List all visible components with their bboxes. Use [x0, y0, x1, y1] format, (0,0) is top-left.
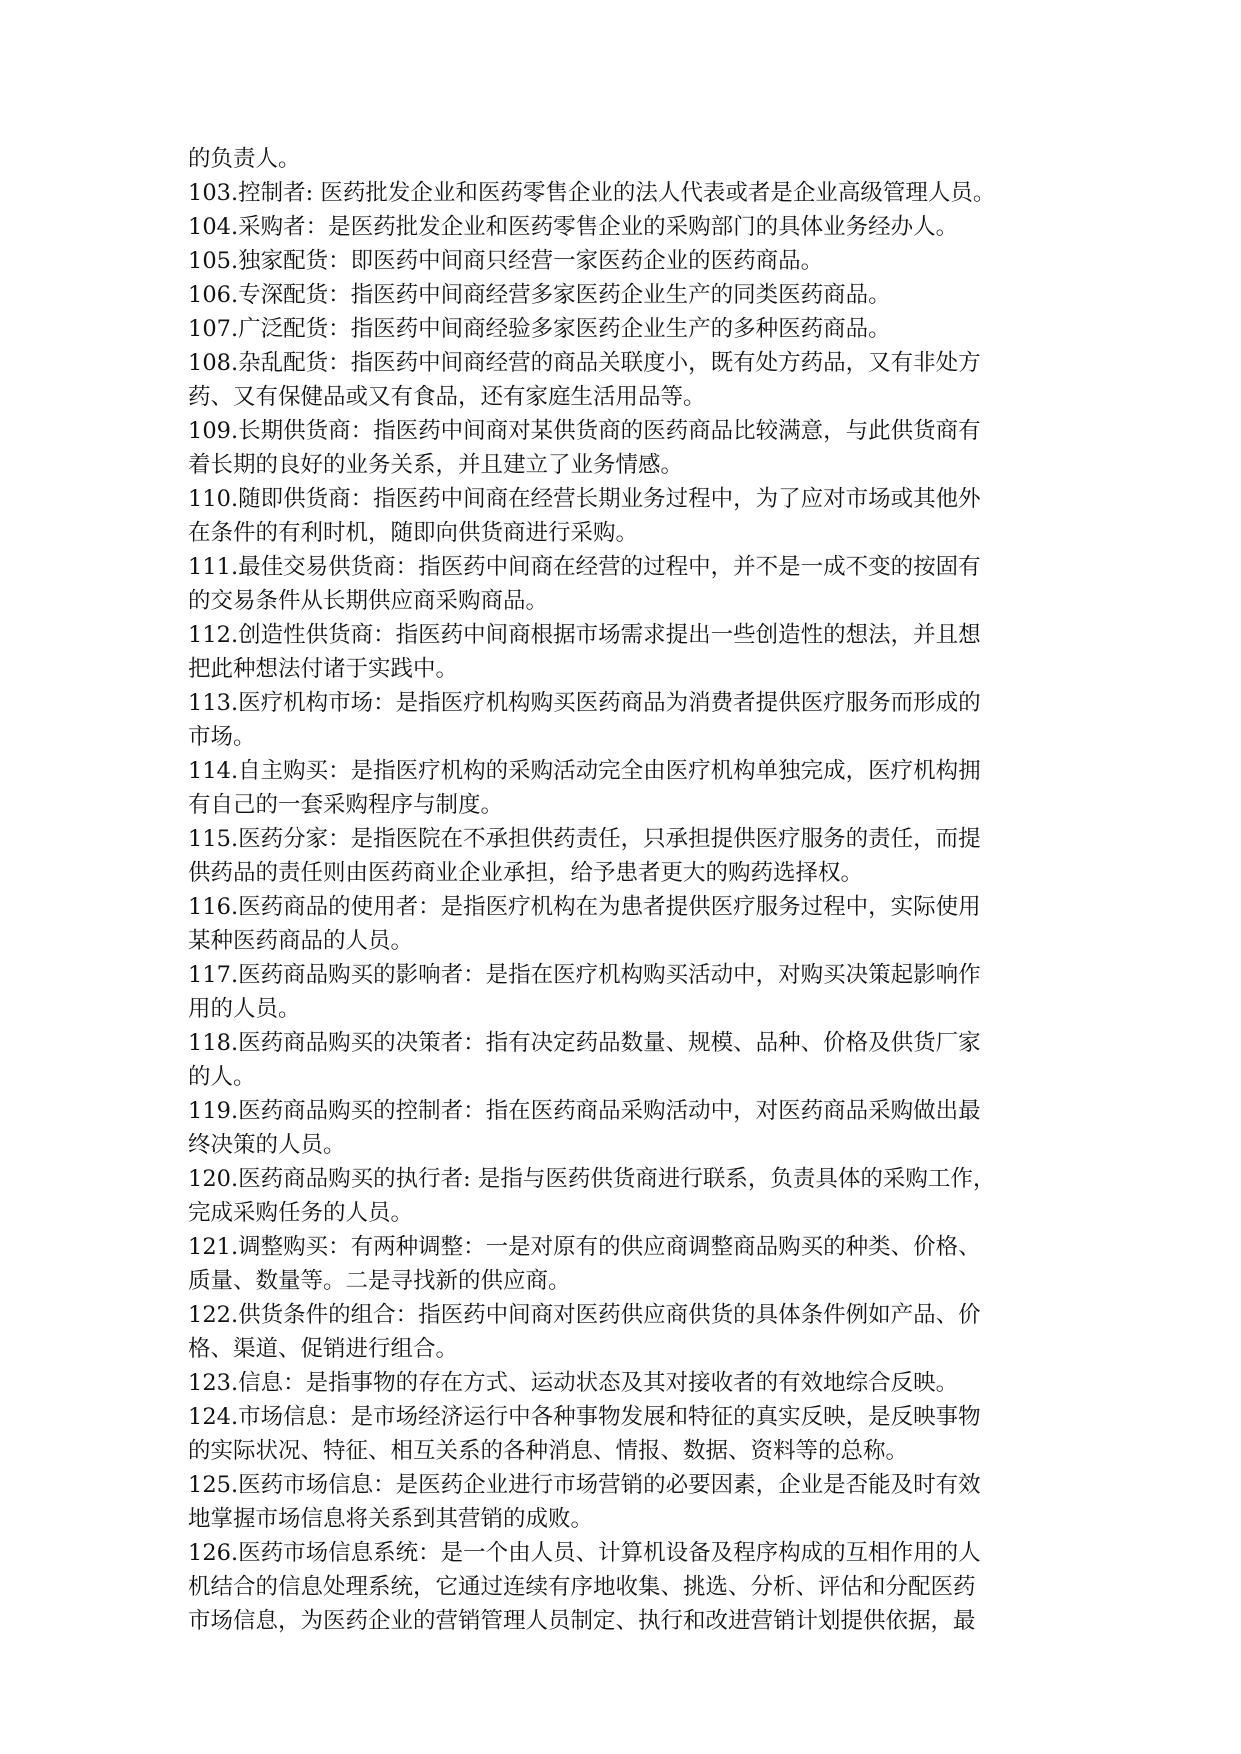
text-line: 113.医疗机构市场：是指医疗机构购买医药商品为消费者提供医疗服务而形成的 — [188, 690, 981, 716]
text-line: 完成采购任务的人员。 — [188, 1200, 414, 1226]
text-line: 108.杂乱配货：指医药中间商经营的商品关联度小，既有处方药品，又有非处方 — [188, 350, 981, 376]
text-line: 112.创造性供货商：指医药中间商根据市场需求提出一些创造性的想法，并且想 — [188, 622, 981, 648]
text-line: 着长期的良好的业务关系，并且建立了业务情感。 — [188, 452, 684, 478]
text-line: 126.医药市场信息系统：是一个由人员、计算机设备及程序构成的互相作用的人 — [188, 1540, 981, 1566]
text-line: 116.医药商品的使用者：是指医疗机构在为患者提供医疗服务过程中，实际使用 — [188, 894, 981, 920]
text-line: 114.自主购买：是指医疗机构的采购活动完全由医疗机构单独完成，医疗机构拥 — [188, 758, 981, 784]
text-line: 的交易条件从长期供应商采购商品。 — [188, 588, 549, 614]
text-line: 106.专深配货：指医药中间商经营多家医药企业生产的同类医药商品。 — [188, 282, 891, 308]
text-line: 119.医药商品购买的控制者：指在医药商品采购活动中，对医药商品采购做出最 — [188, 1098, 981, 1124]
text-line: 某种医药商品的人员。 — [188, 928, 414, 954]
text-line: 107.广泛配货：指医药中间商经验多家医药企业生产的多种医药商品。 — [188, 316, 891, 342]
text-line: 供药品的责任则由医药商业企业承担，给予患者更大的购药选择权。 — [188, 860, 864, 886]
text-line: 110.随即供货商：指医药中间商在经营长期业务过程中，为了应对市场或其他外 — [188, 486, 981, 512]
text-line: 124.市场信息：是市场经济运行中各种事物发展和特征的真实反映，是反映事物 — [188, 1404, 981, 1430]
text-line: 格、渠道、促销进行组合。 — [188, 1336, 459, 1362]
text-line: 123.信息：是指事物的存在方式、运动状态及其对接收者的有效地综合反映。 — [188, 1370, 959, 1396]
text-line: 115.医药分家：是指医院在不承担供药责任，只承担提供医疗服务的责任，而提 — [188, 826, 981, 852]
text-line: 117.医药商品购买的影响者：是指在医疗机构购买活动中，对购买决策起影响作 — [188, 962, 981, 988]
text-line: 地掌握市场信息将关系到其营销的成败。 — [188, 1506, 594, 1532]
text-line: 105.独家配货：即医药中间商只经营一家医药企业的医药商品。 — [188, 248, 824, 274]
text-line: 118.医药商品购买的决策者：指有决定药品数量、规模、品种、价格及供货厂家 — [188, 1030, 981, 1056]
text-line: 103.控制者: 医药批发企业和医药零售企业的法人代表或者是企业高级管理人员。 — [188, 180, 996, 206]
text-line: 121.调整购买：有两种调整：一是对原有的供应商调整商品购买的种类、价格、 — [188, 1234, 981, 1260]
text-line: 把此种想法付诸于实践中。 — [188, 656, 459, 682]
text-line: 125.医药市场信息：是医药企业进行市场营销的必要因素，企业是否能及时有效 — [188, 1472, 981, 1498]
text-line: 用的人员。 — [188, 996, 301, 1022]
text-line: 质量、数量等。二是寻找新的供应商。 — [188, 1268, 571, 1294]
text-line: 机结合的信息处理系统，它通过连续有序地收集、挑选、分析、评估和分配医药 — [188, 1574, 976, 1600]
text-line: 药、又有保健品或又有食品，还有家庭生活用品等。 — [188, 384, 706, 410]
text-line: 111.最佳交易供货商：指医药中间商在经营的过程中，并不是一成不变的按固有 — [188, 554, 981, 580]
text-line: 在条件的有利时机，随即向供货商进行采购。 — [188, 520, 639, 546]
text-line: 有自己的一套采购程序与制度。 — [188, 792, 504, 818]
text-line: 的负责人。 — [188, 146, 301, 172]
text-line: 104.采购者：是医药批发企业和医药零售企业的采购部门的具体业务经办人。 — [188, 214, 959, 240]
text-line: 109.长期供货商：指医药中间商对某供货商的医药商品比较满意，与此供货商有 — [188, 418, 981, 444]
text-line: 市场。 — [188, 724, 256, 750]
document-page — [188, 142, 1050, 1638]
text-line: 市场信息，为医药企业的营销管理人员制定、执行和改进营销计划提供依据，最 — [188, 1608, 976, 1634]
text-line: 的实际状况、特征、相互关系的各种消息、情报、数据、资料等的总称。 — [188, 1438, 909, 1464]
text-line: 的人。 — [188, 1064, 256, 1090]
text-line: 终决策的人员。 — [188, 1132, 346, 1158]
text-line: 120.医药商品购买的执行者: 是指与医药供货商进行联系，负责具体的采购工作， — [188, 1166, 996, 1192]
text-line: 122.供货条件的组合：指医药中间商对医药供应商供货的具体条件例如产品、价 — [188, 1302, 981, 1328]
